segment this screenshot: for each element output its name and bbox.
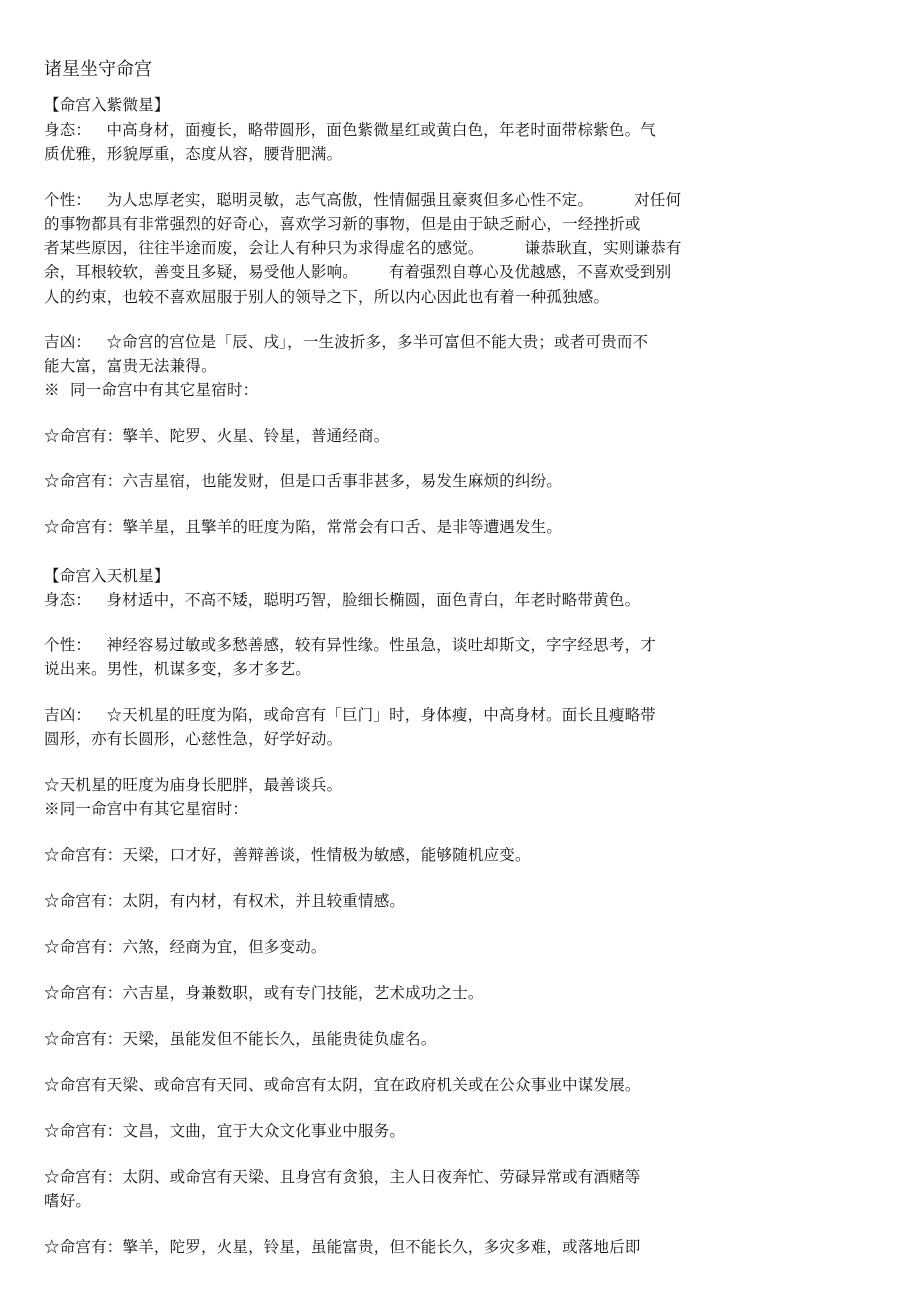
page-title: 诸星坐守命宫 — [44, 59, 152, 80]
section-heading: 【命宫入天机星】 — [44, 567, 170, 585]
text-line: 质优雅，形貌厚重，态度从容，腰背肥满。 — [44, 145, 343, 163]
list-item: ☆命宫有：六吉星宿，也能发财，但是口舌事非甚多，易发生麻烦的纠纷。 — [44, 472, 563, 490]
text-line: 身态： 中高身材，面瘦长，略带圆形，面色紫微星红或黄白色，年老时面带棕紫色。气 — [44, 121, 656, 139]
text-line: ※ 同一命宫中有其它星宿时： — [44, 381, 259, 399]
text-line: 能大富，富贵无法兼得。 — [44, 357, 217, 375]
text-line: 吉凶： ☆命宫的宫位是「辰、戌」，一生波折多，多半可富但不能大贵；或者可贵而不 — [44, 333, 649, 351]
section-heading: 【命宫入紫微星】 — [44, 96, 170, 114]
text-line: 人的约束，也较不喜欢屈服于别人的领导之下，所以内心因此也有着一种孤独感。 — [44, 288, 610, 306]
text-line: 个性： 为人忠厚老实，聪明灵敏，志气高傲，性情倔强且豪爽但多心性不定。 对任何 — [44, 191, 682, 209]
text-line: ☆天机星的旺度为庙身长肥胖，最善谈兵。 — [44, 776, 343, 794]
text-line: 身态： 身材适中，不高不矮，聪明巧智，脸细长椭圆，面色青白，年老时略带黄色。 — [44, 591, 641, 609]
text-line: ※同一命宫中有其它星宿时： — [44, 800, 249, 818]
text-line: 者某些原因，往往半途而废，会让人有种只为求得虚名的感觉。 谦恭耿直，实则谦恭有 — [44, 239, 682, 257]
text-line: 个性： 神经容易过敏或多愁善感，较有异性缘。性虽急，谈吐却斯文，字字经思考，才 — [44, 636, 656, 654]
text-line: 嗜好。 — [44, 1192, 92, 1210]
list-item: ☆命宫有：太阴，有内材，有权术，并且较重情感。 — [44, 892, 406, 910]
list-item: ☆命宫有：太阴、或命宫有天梁、且身宫有贪狼，主人日夜奔忙、劳碌异常或有酒赌等 — [44, 1168, 641, 1186]
list-item: ☆命宫有：擎羊、陀罗、火星、铃星，普通经商。 — [44, 427, 390, 445]
list-item: ☆命宫有：擎羊，陀罗，火星，铃星，虽能富贵，但不能长久，多灾多难，或落地后即 — [44, 1238, 641, 1256]
text-line: 说出来。男性，机谋多变，多才多艺。 — [44, 660, 311, 678]
list-item: ☆命宫有：天梁，虽能发但不能长久，虽能贵徒负虚名。 — [44, 1030, 437, 1048]
text-line: 余，耳根较软，善变且多疑，易受他人影响。 有着强烈自尊心及优越感，不喜欢受到别 — [44, 263, 672, 281]
list-item: ☆命宫有：六煞，经商为宜，但多变动。 — [44, 938, 327, 956]
text-line: 圆形，亦有长圆形，心慈性急，好学好动。 — [44, 730, 343, 748]
list-item: ☆命宫有：六吉星，身兼数职，或有专门技能，艺术成功之士。 — [44, 984, 484, 1002]
text-line: 的事物都具有非常强烈的好奇心，喜欢学习新的事物，但是由于缺乏耐心，一经挫折或 — [44, 215, 641, 233]
list-item: ☆命宫有天梁、或命宫有天同、或命宫有太阴，宜在政府机关或在公众事业中谋发展。 — [44, 1076, 641, 1094]
list-item: ☆命宫有：天梁，口才好，善辩善谈，性情极为敏感，能够随机应变。 — [44, 846, 531, 864]
list-item: ☆命宫有：文昌，文曲，宜于大众文化事业中服务。 — [44, 1122, 406, 1140]
text-line: 吉凶： ☆天机星的旺度为陷，或命宫有「巨门」时，身体瘦，中高身材。面长且瘦略带 — [44, 706, 656, 724]
list-item: ☆命宫有：擎羊星，且擎羊的旺度为陷，常常会有口舌、是非等遭遇发生。 — [44, 518, 563, 536]
